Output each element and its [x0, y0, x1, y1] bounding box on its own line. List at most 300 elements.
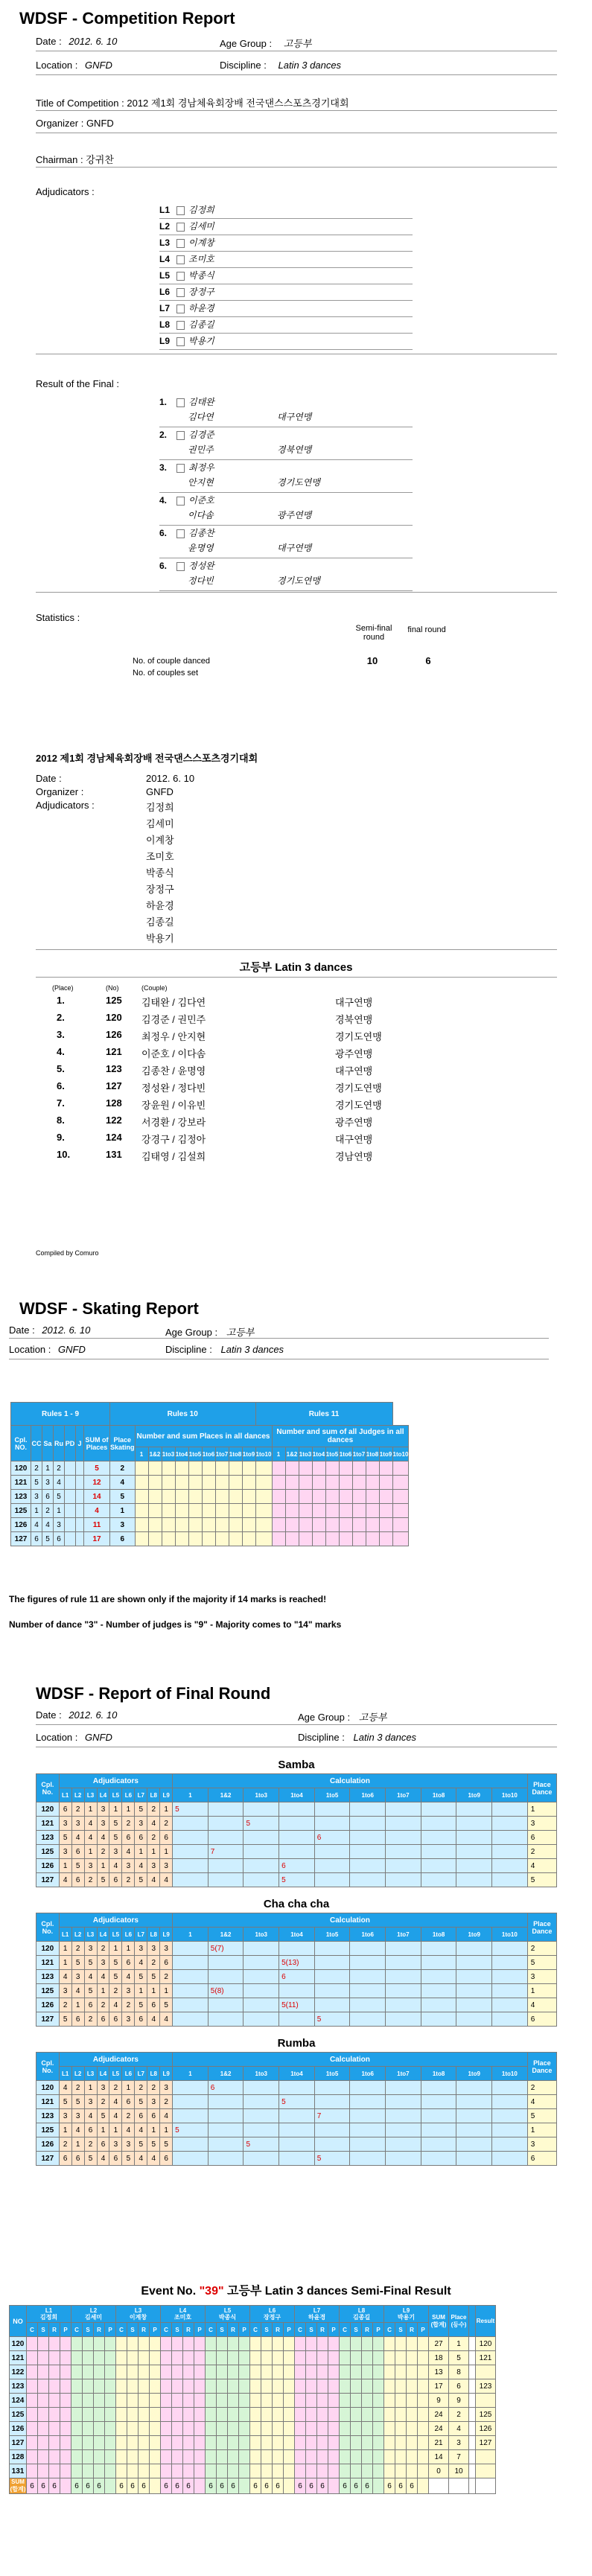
judge-mark: 3	[84, 2095, 97, 2109]
judge-mark: 4	[84, 1831, 97, 1845]
dance-sub-header: S	[217, 2323, 228, 2337]
summary-no: 121	[106, 1046, 122, 1057]
calc-cell	[421, 1998, 456, 2012]
skating-discipline: Discipline : Latin 3 dances	[165, 1344, 284, 1355]
calc-cell	[350, 1998, 386, 2012]
calc-cell	[350, 1859, 386, 1873]
mark-cell	[239, 2450, 250, 2464]
mark-cell	[206, 2337, 217, 2351]
mark-cell	[250, 2436, 261, 2450]
mark-cell	[94, 2450, 105, 2464]
mark-cell	[27, 2379, 38, 2394]
mark-cell	[239, 2394, 250, 2408]
rule10-cell	[135, 1518, 148, 1532]
mark-cell	[71, 2351, 83, 2365]
rule11-cell	[299, 1461, 312, 1476]
judge-mark: 4	[97, 1970, 109, 1984]
calc-cell	[456, 1956, 492, 1970]
final-result-entry	[159, 558, 413, 591]
rule10-cell	[135, 1490, 148, 1504]
mark-cell	[228, 2464, 239, 2478]
result-place: 6.	[159, 561, 168, 571]
couple-no: 127	[36, 1873, 60, 1887]
mark-cell	[418, 2450, 429, 2464]
adjudicator-code: L1	[159, 205, 171, 215]
mark-cell	[407, 2436, 418, 2450]
summary-place: 4.	[57, 1046, 65, 1057]
mark-cell	[172, 2436, 183, 2450]
calc-cell: 5(13)	[279, 1956, 315, 1970]
dance-sub-header: R	[183, 2323, 194, 2337]
rule11-cell	[392, 1461, 409, 1476]
semi-final-table	[9, 2305, 496, 2494]
mark-cell	[306, 2394, 317, 2408]
calc-cell	[492, 1984, 528, 1998]
rule11-cell	[325, 1518, 339, 1532]
summary-no: 120	[106, 1012, 122, 1023]
semi-final-no: 123	[476, 2379, 496, 2394]
rule10-cell	[202, 1532, 215, 1546]
summary-row	[0, 1097, 592, 1115]
mark-cell	[71, 2365, 83, 2379]
summary-place: 6.	[57, 1080, 65, 1091]
rule10-cell	[135, 1504, 148, 1518]
judge-name: 이계창	[129, 2314, 147, 2321]
result-partner-2: 정다빈	[188, 576, 214, 586]
rule10-subheader: Number and sum Places in all dances	[135, 1426, 272, 1447]
summary-place: 8.	[57, 1115, 65, 1126]
judge-mark: 5	[59, 1831, 71, 1845]
skating-location: Location : GNFD	[9, 1344, 86, 1355]
calc-cell	[173, 1970, 209, 1984]
judge-sum-value: 6	[71, 2478, 83, 2494]
calc-col-header: 1to7	[386, 1928, 421, 1942]
mark-cell	[395, 2408, 407, 2422]
judge-mark: 1	[160, 1845, 173, 1859]
adjudicator-row	[159, 203, 413, 219]
calc-cell	[350, 2012, 386, 2027]
summary-couple: 김태영 / 김설희	[141, 1151, 206, 1162]
mark-cell	[250, 2450, 261, 2464]
mark-cell	[94, 2394, 105, 2408]
mark-cell	[139, 2408, 150, 2422]
judge-mark: 1	[97, 1859, 109, 1873]
j-place	[76, 1490, 84, 1504]
mark-cell	[351, 2379, 362, 2394]
final-row	[36, 2109, 557, 2123]
skating-col-header: Ru	[54, 1426, 65, 1461]
mark-cell	[418, 2365, 429, 2379]
mark-cell	[161, 2464, 172, 2478]
rule10-cell	[162, 1476, 175, 1490]
result-partner-1: 김태완	[188, 397, 214, 407]
mark-cell	[239, 2337, 250, 2351]
judge-sum-value: 6	[139, 2478, 150, 2494]
sum-places: 5	[84, 1461, 110, 1476]
judge-mark: 2	[160, 1817, 173, 1831]
mark-cell	[340, 2436, 351, 2450]
mark-cell	[250, 2379, 261, 2394]
cc-place: 1	[31, 1504, 42, 1518]
sum-places: 14	[84, 1490, 110, 1504]
mark-cell	[217, 2408, 228, 2422]
final-row	[36, 1956, 557, 1970]
judge-sum-empty	[194, 2478, 206, 2494]
mark-cell	[273, 2464, 284, 2478]
comp-adjudicators-label: Adjudicators :	[36, 186, 95, 197]
judge-sum-value: 6	[351, 2478, 362, 2494]
pd-place	[65, 1518, 76, 1532]
adjudicator-row	[159, 334, 413, 350]
judge-col-header: L4	[97, 2067, 109, 2081]
dance-sub-header: C	[340, 2323, 351, 2337]
semi-sum: 21	[429, 2436, 449, 2450]
judge-sum-value: 6	[49, 2478, 60, 2494]
calc-col-header: 1to6	[339, 1447, 352, 1461]
mark-cell	[116, 2394, 127, 2408]
judge-sum-empty	[328, 2478, 340, 2494]
ru-place: 3	[54, 1518, 65, 1532]
calc-cell	[386, 1802, 421, 1817]
mark-cell	[38, 2394, 49, 2408]
calc-cell: 6	[279, 1859, 315, 1873]
mark-cell	[395, 2422, 407, 2436]
semi-final-no	[476, 2464, 496, 2478]
final-row	[36, 1859, 557, 1873]
mark-cell	[94, 2351, 105, 2365]
judge-name: 조미호	[174, 2314, 192, 2321]
calc-cell	[386, 2109, 421, 2123]
judge-mark: 2	[122, 1873, 135, 1887]
rule11-cell	[352, 1461, 366, 1476]
rule11-cell	[312, 1476, 325, 1490]
calc-cell	[456, 2109, 492, 2123]
rule11-cell	[339, 1476, 352, 1490]
mark-cell	[373, 2422, 384, 2436]
calc-cell	[173, 1998, 209, 2012]
place-skating: 3	[110, 1518, 136, 1532]
mark-cell	[261, 2337, 273, 2351]
mark-cell	[71, 2436, 83, 2450]
mark-cell	[60, 2351, 71, 2365]
dance-sub-header: R	[228, 2323, 239, 2337]
calc-cell	[456, 1802, 492, 1817]
judge-mark: 6	[122, 1831, 135, 1845]
mark-cell	[317, 2365, 328, 2379]
mark-cell	[127, 2365, 139, 2379]
mark-cell	[194, 2351, 206, 2365]
judge-mark: 6	[147, 2109, 160, 2123]
mark-cell	[384, 2464, 395, 2478]
divider	[36, 977, 557, 978]
judge-sum-value: 6	[295, 2478, 306, 2494]
mark-cell	[94, 2408, 105, 2422]
rule11-cell	[285, 1461, 299, 1476]
summary-row	[0, 1149, 592, 1166]
mark-cell	[139, 2436, 150, 2450]
semi-sum: 0	[429, 2464, 449, 2478]
calc-cell	[456, 2095, 492, 2109]
mark-cell	[317, 2394, 328, 2408]
rule10-cell	[148, 1532, 162, 1546]
calc-cell: 5	[244, 2137, 279, 2152]
calc-cell	[386, 2081, 421, 2095]
judge-mark: 1	[160, 1984, 173, 1998]
mark-cell	[239, 2436, 250, 2450]
mark-cell	[250, 2464, 261, 2478]
mark-cell	[250, 2408, 261, 2422]
adjudicator-code: L5	[159, 270, 171, 281]
calc-cell	[173, 2137, 209, 2152]
divider	[36, 110, 557, 111]
dance-sub-header: R	[362, 2323, 373, 2337]
semi-final-no: 125	[476, 2408, 496, 2422]
calc-cell	[350, 1956, 386, 1970]
mark-cell	[38, 2351, 49, 2365]
judge-mark: 5	[97, 2109, 109, 2123]
calc-cell	[421, 1942, 456, 1956]
judge-code: L7	[313, 2307, 321, 2314]
mark-cell	[60, 2436, 71, 2450]
mark-cell	[105, 2422, 116, 2436]
calc-cell: 7	[208, 1845, 244, 1859]
dance-sub-header: R	[139, 2323, 150, 2337]
mark-cell	[295, 2351, 306, 2365]
judge-mark: 1	[84, 2081, 97, 2095]
sa-place: 3	[42, 1476, 54, 1490]
mark-cell	[71, 2394, 83, 2408]
rule10-cell	[229, 1518, 242, 1532]
calc-cell	[173, 2081, 209, 2095]
calc-col-header: 1to7	[215, 1447, 229, 1461]
mark-cell	[38, 2365, 49, 2379]
semi-row	[10, 2337, 496, 2351]
mark-cell	[228, 2408, 239, 2422]
calc-cell	[386, 1998, 421, 2012]
calculation-header: Calculation	[173, 1913, 528, 1928]
final-title: WDSF - Report of Final Round	[36, 1684, 271, 1703]
ru-place: 4	[54, 1476, 65, 1490]
rule11-cell	[272, 1461, 285, 1476]
mark-cell	[317, 2422, 328, 2436]
couple-no: 123	[11, 1490, 31, 1504]
judge-col-header: L2	[71, 1788, 84, 1802]
semi-final-no	[476, 2365, 496, 2379]
mark-cell	[94, 2379, 105, 2394]
rule11-cell	[379, 1518, 392, 1532]
judge-sum-value: 6	[116, 2478, 127, 2494]
semi-sum: 14	[429, 2450, 449, 2464]
judge-code: L1	[45, 2307, 53, 2314]
final-row	[36, 1942, 557, 1956]
calc-cell: 6	[314, 1831, 350, 1845]
calc-cell	[350, 1802, 386, 1817]
judge-col-header: L1	[59, 2067, 71, 2081]
calc-col-header: 1to4	[279, 2067, 315, 2081]
mark-cell	[273, 2450, 284, 2464]
judge-mark: 4	[97, 1831, 109, 1845]
rule10-cell	[175, 1461, 188, 1476]
summary-adjudicator: 김세미	[146, 818, 174, 829]
skating-row	[11, 1504, 409, 1518]
judge-mark: 3	[71, 1970, 84, 1984]
mark-cell	[306, 2450, 317, 2464]
result-club: 광주연맹	[277, 510, 312, 520]
judge-mark: 3	[147, 1859, 160, 1873]
mark-cell	[105, 2379, 116, 2394]
judge-mark: 5	[109, 1970, 122, 1984]
mark-cell	[217, 2379, 228, 2394]
dance-sub-header: C	[116, 2323, 127, 2337]
judge-mark: 4	[71, 2123, 84, 2137]
sum-header: SUM (합계)	[429, 2306, 449, 2337]
cc-place: 6	[31, 1532, 42, 1546]
final-result-entry	[159, 460, 413, 493]
judge-mark: 2	[109, 2081, 122, 2095]
couple-no: 126	[10, 2422, 27, 2436]
mark-cell	[139, 2450, 150, 2464]
rule11-cell	[366, 1532, 379, 1546]
seal-icon	[176, 398, 185, 407]
mark-cell	[306, 2436, 317, 2450]
mark-cell	[60, 2379, 71, 2394]
rule11-cell	[325, 1461, 339, 1476]
stats-label: Statistics :	[36, 612, 80, 623]
judge-code: L2	[89, 2307, 98, 2314]
final-row	[36, 2152, 557, 2166]
skating-row	[11, 1490, 409, 1504]
rule10-cell	[175, 1518, 188, 1532]
dance-name: Samba	[278, 1759, 315, 1771]
calc-cell	[492, 1873, 528, 1887]
summary-adjudicator: 장정구	[146, 884, 174, 895]
mark-cell	[27, 2436, 38, 2450]
dance-sub-header: R	[49, 2323, 60, 2337]
col-no: (No)	[106, 984, 119, 992]
final-dance-tables	[36, 1759, 557, 2166]
dance-sub-header: C	[27, 2323, 38, 2337]
calc-cell	[314, 2081, 350, 2095]
summary-no: 125	[106, 995, 122, 1006]
mark-cell	[161, 2379, 172, 2394]
mark-cell	[384, 2450, 395, 2464]
skating-col-header: Cpl. NO.	[11, 1426, 31, 1461]
judge-header	[206, 2306, 250, 2323]
calc-cell	[492, 1942, 528, 1956]
rule10-cell	[148, 1476, 162, 1490]
calc-col-header: 1to4	[279, 1788, 315, 1802]
calc-cell	[244, 1859, 279, 1873]
mark-cell	[273, 2394, 284, 2408]
judge-mark: 1	[109, 1942, 122, 1956]
rule10-cell	[215, 1461, 229, 1476]
calc-cell	[173, 2012, 209, 2027]
summary-organizer-label: Organizer :	[36, 786, 84, 797]
rule11-cell	[312, 1504, 325, 1518]
mark-cell	[183, 2450, 194, 2464]
rule11-cell	[366, 1476, 379, 1490]
judge-name: 김세미	[84, 2314, 103, 2321]
judge-col-header: L8	[147, 1928, 160, 1942]
rule10-cell	[215, 1504, 229, 1518]
couple-no: 126	[36, 1859, 60, 1873]
mark-cell	[284, 2422, 295, 2436]
summary-couple: 장윤원 / 이유빈	[141, 1100, 206, 1111]
skating-col-header: J	[76, 1426, 84, 1461]
summary-row	[0, 1029, 592, 1046]
calc-cell	[386, 2137, 421, 2152]
rule10-cell	[162, 1532, 175, 1546]
mark-cell	[150, 2436, 161, 2450]
judge-col-header: L5	[109, 1928, 122, 1942]
mark-cell	[317, 2337, 328, 2351]
judge-mark: 6	[160, 1831, 173, 1845]
mark-cell	[284, 2337, 295, 2351]
mark-cell	[228, 2337, 239, 2351]
calc-cell	[350, 2081, 386, 2095]
mark-cell	[418, 2379, 429, 2394]
mark-cell	[139, 2365, 150, 2379]
dance-name: Cha cha cha	[263, 1898, 330, 1910]
mark-cell	[407, 2450, 418, 2464]
rule10-cell	[162, 1461, 175, 1476]
judge-mark: 5	[135, 1970, 147, 1984]
mark-cell	[273, 2408, 284, 2422]
rule10-cell	[135, 1476, 148, 1490]
judge-mark: 4	[59, 1873, 71, 1887]
judge-sum-empty	[105, 2478, 116, 2494]
rule10-cell	[188, 1461, 202, 1476]
calc-col-header: 1to6	[350, 1928, 386, 1942]
mark-cell	[384, 2422, 395, 2436]
mark-cell	[161, 2436, 172, 2450]
mark-cell	[373, 2379, 384, 2394]
judge-mark: 4	[84, 2109, 97, 2123]
couple-no: 120	[36, 1942, 60, 1956]
mark-cell	[139, 2379, 150, 2394]
dance-sub-header: S	[395, 2323, 407, 2337]
calc-col-header: 1to4	[312, 1447, 325, 1461]
rule11-cell	[366, 1461, 379, 1476]
mark-cell	[340, 2450, 351, 2464]
judge-mark: 5	[109, 1831, 122, 1845]
mark-cell	[273, 2351, 284, 2365]
adjudicator-row	[159, 284, 413, 301]
no-header: NO	[10, 2306, 27, 2337]
mark-cell	[60, 2337, 71, 2351]
rule11-cell	[392, 1476, 409, 1490]
calc-col-header: 1to4	[279, 1928, 315, 1942]
summary-row	[0, 1063, 592, 1080]
rule11-cell	[379, 1461, 392, 1476]
rule11-cell	[379, 1476, 392, 1490]
calc-cell	[244, 2109, 279, 2123]
judge-mark: 2	[147, 1831, 160, 1845]
judge-mark: 5	[160, 1998, 173, 2012]
summary-couple: 서경환 / 강보라	[141, 1117, 206, 1128]
judge-sum-value: 6	[317, 2478, 328, 2494]
calc-cell	[279, 2109, 315, 2123]
mark-cell	[194, 2436, 206, 2450]
judge-mark: 1	[97, 2123, 109, 2137]
place-skating: 6	[110, 1532, 136, 1546]
judge-mark: 2	[59, 1998, 71, 2012]
mark-cell	[306, 2379, 317, 2394]
judge-sum-empty	[60, 2478, 71, 2494]
divider	[36, 949, 557, 950]
rule11-cell	[272, 1518, 285, 1532]
judge-sum-value: 6	[94, 2478, 105, 2494]
